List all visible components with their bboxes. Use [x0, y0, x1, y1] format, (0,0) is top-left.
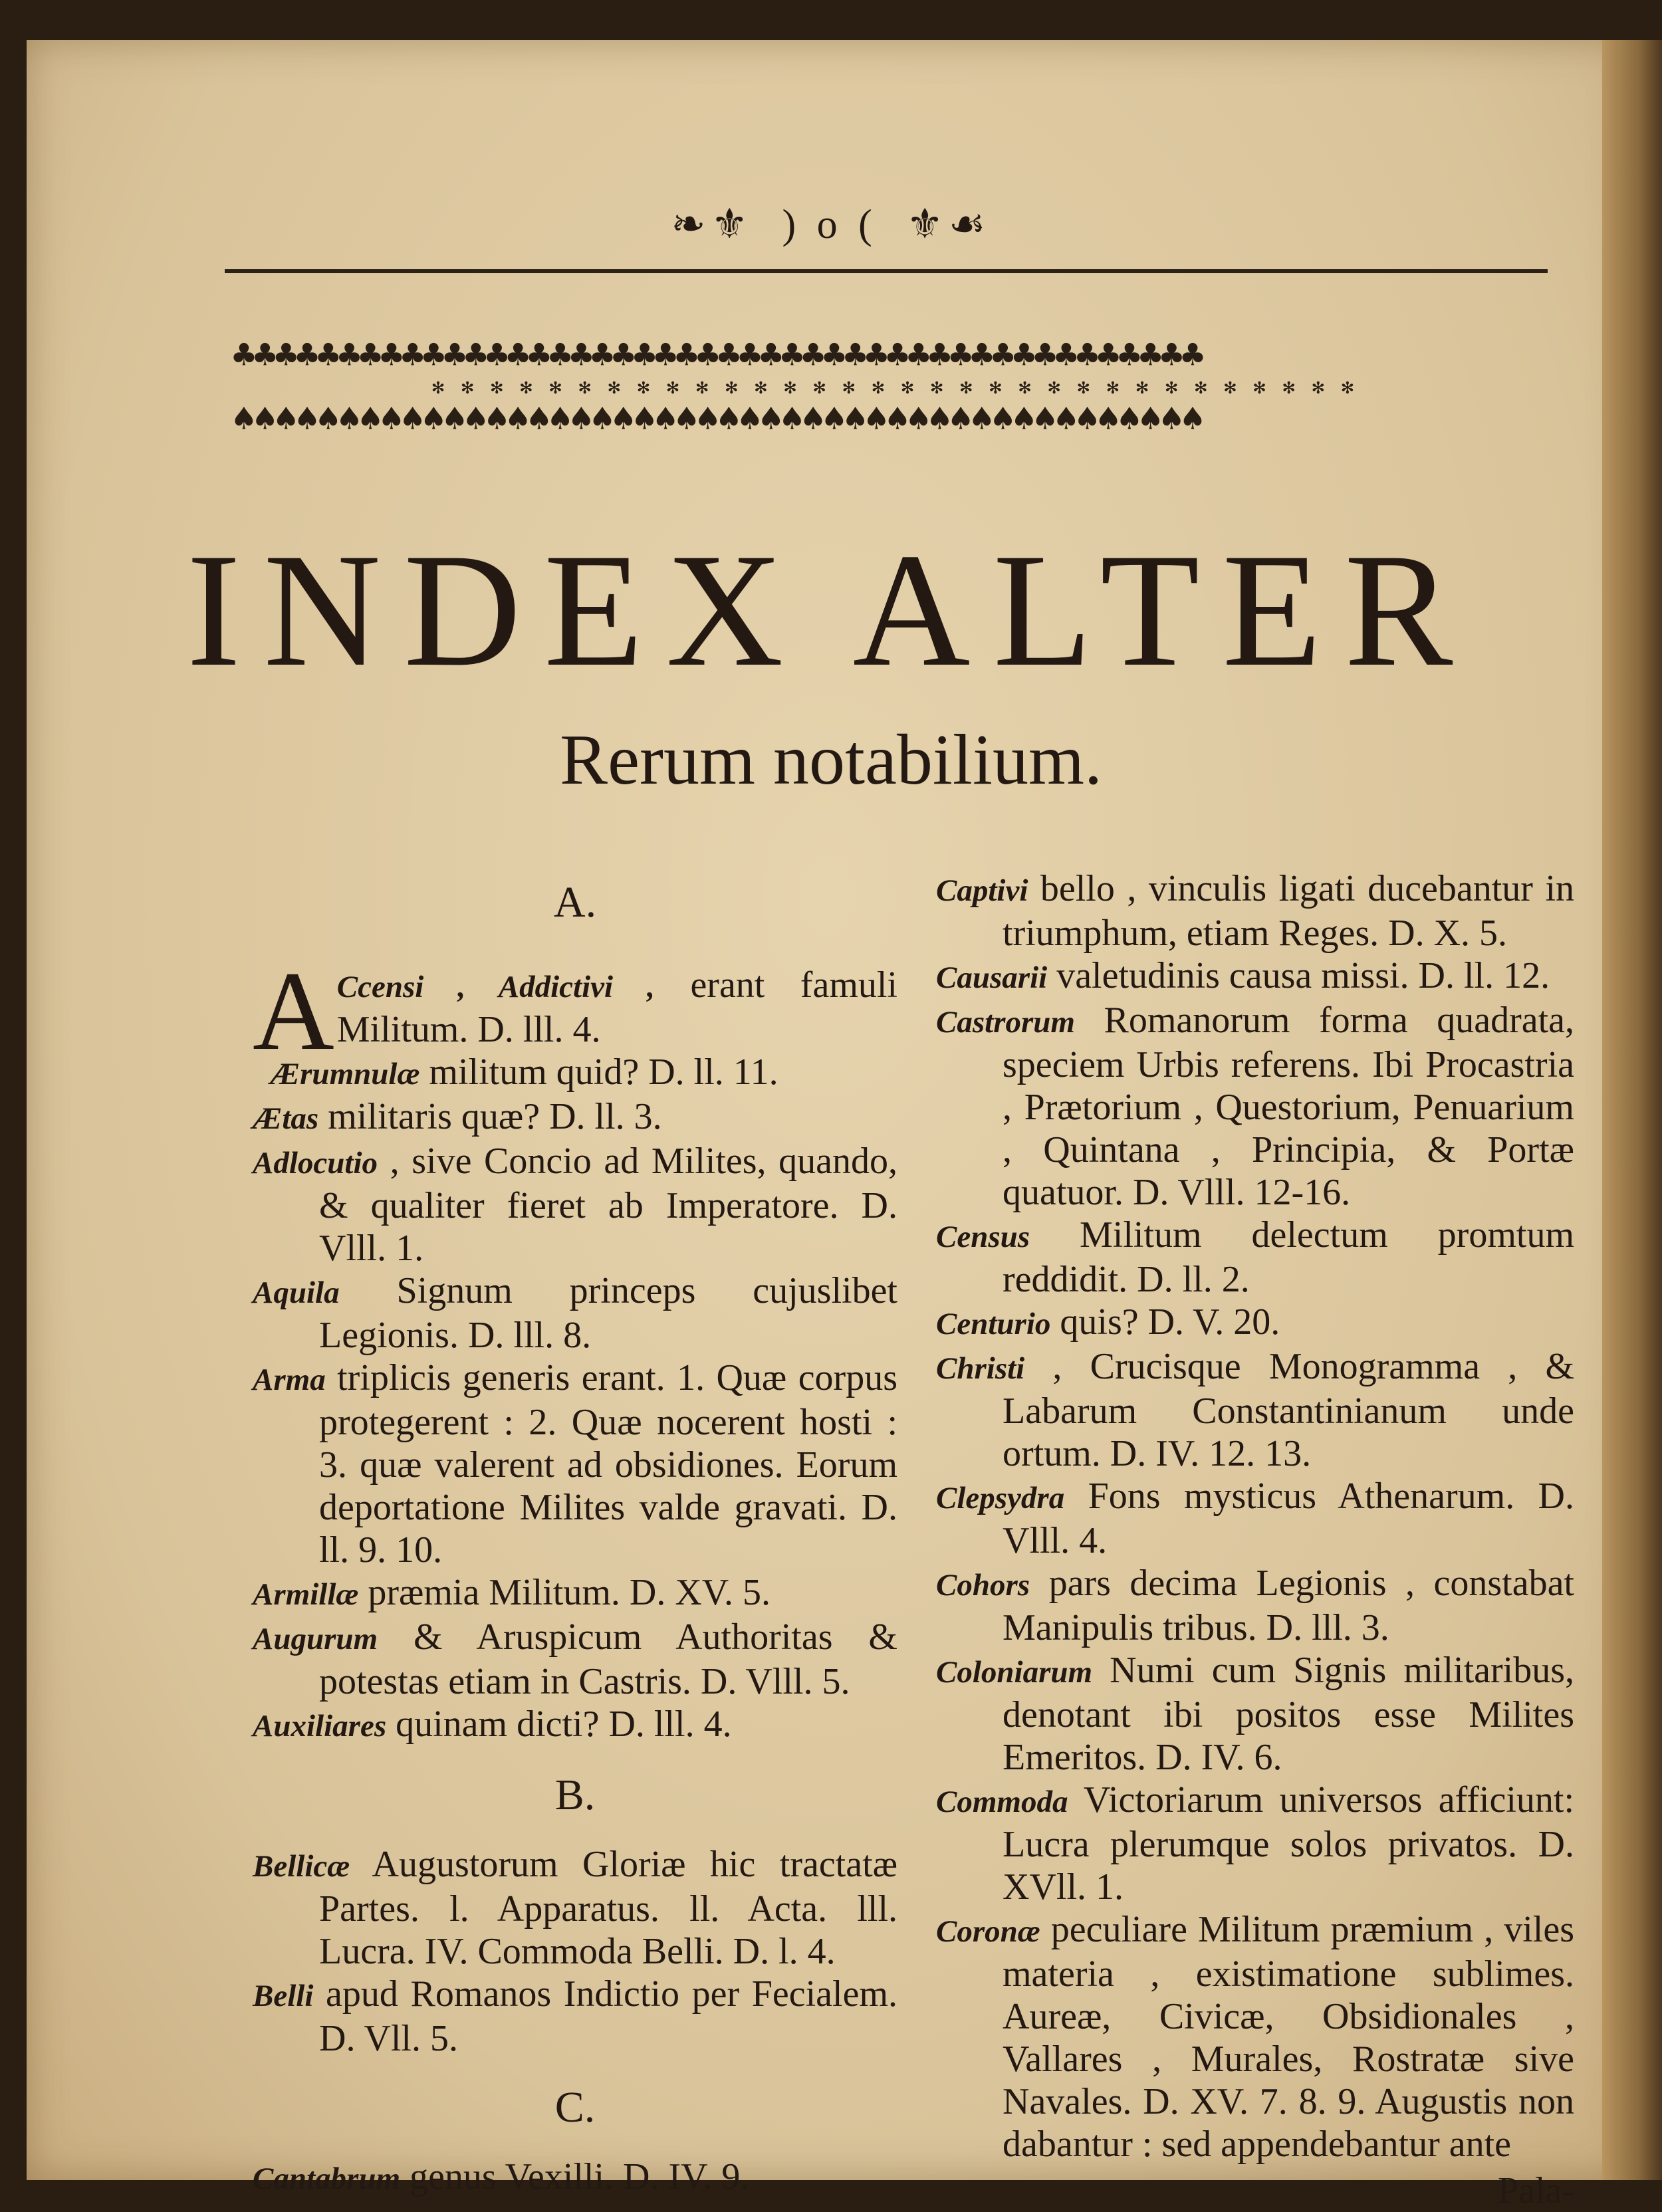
entry-keyword: Adlocutio — [253, 1146, 378, 1180]
index-entry — [253, 2156, 897, 2200]
section-b-entries — [253, 1843, 897, 2060]
section-letter-c: C. — [554, 2083, 596, 2132]
index-entry — [936, 1562, 1574, 1649]
entry-keyword: Aquila — [253, 1275, 340, 1310]
entry-text: Numi cum Signis militaribus, denotant ibi positos esse Milites Emeritos. D. IV. 6. — [1003, 1650, 1574, 1778]
index-entry — [936, 999, 1574, 1214]
header-ornament — [0, 199, 1662, 249]
entry-text: militaris quæ? D. ll. 3. — [318, 1096, 662, 1137]
entry-keyword: Ccensi , Addictivi , — [336, 970, 655, 1004]
band-mid: ✻ ✻ ✻ ✻ ✻ ✻ ✻ ✻ ✻ ✻ ✻ ✻ ✻ ✻ ✻ ✻ ✻ ✻ ✻ ✻ ✻ ✻ ✻ ✻ ✻ ✻ ✻ ✻ ✻ ✻ ✻ ✻ — [432, 376, 1356, 399]
entry-keyword: Ætas — [253, 1101, 319, 1136]
entry-keyword: Coloniarum — [936, 1655, 1093, 1690]
index-entry — [936, 1779, 1574, 1908]
entry-text: bello , vinculis ligati ducebantur in triumphum, etiam Reges. D. X. 5. — [1003, 868, 1574, 954]
entry-keyword: Auxiliares — [253, 1709, 387, 1743]
index-entry — [936, 1214, 1574, 1301]
entry-text: Militum delectum promtum reddidit. D. ll. 2. — [1003, 1214, 1574, 1300]
index-entry — [253, 1095, 897, 1140]
entry-text: , sive Concio ad Milites, quando, & qualiter fieret ab Imperatore. D. Vlll. 1. — [319, 1141, 897, 1269]
catchword: Pala- — [1497, 2170, 1574, 2211]
entry-text: militum quid? D. ll. 11. — [419, 1051, 778, 1093]
index-entry — [936, 867, 1574, 954]
entry-text: Signum princeps cujuslibet Legionis. D. lll. 8. — [319, 1270, 897, 1356]
entry-text: Victoriarum universos afficiunt: Lucra plerumque solos privatos. D. XVll. 1. — [1003, 1779, 1574, 1908]
entry-text: & Aruspicum Authoritas & potestas etiam in Castris. D. Vlll. 5. — [319, 1616, 897, 1702]
entry-text: peculiare Militum præmium , viles materia , existimatione sublimes. Aureæ, Civicæ, Obsidionales , Vallares , Murales, Rostratæ sive Navales. D. XV. 7. 8. 9. Augustis non dabantur : sed appendebantur ante — [1003, 1909, 1574, 2165]
index-entry — [253, 1616, 897, 1703]
entry-text: præmia Militum. D. XV. 5. — [358, 1572, 771, 1613]
entry-text: erant famuli Militum. D. lll. 4. — [336, 964, 897, 1050]
entry-keyword: Augurum — [253, 1622, 378, 1656]
entry-keyword: Commoda — [936, 1785, 1068, 1819]
page-edge — [1602, 40, 1662, 2180]
index-entry — [253, 1571, 897, 1616]
index-entry — [936, 1649, 1574, 1779]
index-entry — [253, 1270, 897, 1357]
section-c-entries — [253, 2156, 897, 2200]
entry-keyword: Coronæ — [936, 1914, 1040, 1949]
entry-text: Augustorum Gloriæ hic tractatæ Partes. l. Apparatus. ll. Acta. lll. Lucra. IV. Commoda Belli. D. l. 4. — [319, 1844, 897, 1972]
index-entry — [253, 1843, 897, 1973]
title-word-2: ALTER — [852, 520, 1476, 700]
index-entry — [936, 1301, 1574, 1345]
ornament-left: ❧⚜ — [671, 202, 754, 247]
ornament-right: ⚜☙ — [906, 202, 991, 247]
index-entry — [936, 954, 1574, 999]
index-entry — [253, 1140, 897, 1270]
header-rule — [225, 269, 1548, 273]
entry-keyword: Armillæ — [253, 1577, 359, 1612]
entry-text: quinam dicti? D. lll. 4. — [386, 1704, 732, 1745]
entry-keyword: Ærumnulæ — [270, 1057, 420, 1091]
page-subtitle: Rerum notabilium. — [560, 720, 1102, 800]
band-top: ♣♣♣♣♣♣♣♣♣♣♣♣♣♣♣♣♣♣♣♣♣♣♣♣♣♣♣♣♣♣♣♣♣♣♣♣♣♣♣♣♣♣♣♣♣♣ — [233, 336, 1203, 377]
entry-keyword: Arma — [253, 1363, 326, 1397]
index-entry — [253, 1973, 897, 2060]
entry-keyword: Causarii — [936, 960, 1048, 995]
entry-keyword: Christi — [936, 1351, 1025, 1386]
entry-keyword: Cohors — [936, 1568, 1030, 1603]
index-entry — [936, 1345, 1574, 1475]
entry-text: Fons mysticus Athenarum. D. Vlll. 4. — [1003, 1476, 1574, 1561]
entry-text: Romanorum forma quadrata, speciem Urbis referens. Ibi Procastria , Prætorium , Questorium, Penuarium , Quintana , Principia, & Portæ quatuor. D. Vlll. 12-16. — [1003, 1000, 1574, 1213]
band-bottom: ♠♠♠♠♠♠♠♠♠♠♠♠♠♠♠♠♠♠♠♠♠♠♠♠♠♠♠♠♠♠♠♠♠♠♠♠♠♠♠♠♠♠♠♠♠♠ — [233, 397, 1203, 441]
entry-keyword: Centurio — [936, 1307, 1051, 1341]
entry-keyword: Captivi — [936, 873, 1028, 908]
entry-keyword: Castrorum — [936, 1005, 1075, 1040]
title-word-1: INDEX — [186, 520, 806, 700]
entry-keyword: Clepsydra — [936, 1481, 1065, 1515]
drop-cap: A — [253, 948, 334, 1073]
entry-text: , Crucisque Monogramma , & Labarum Constantinianum unde ortum. D. IV. 12. 13. — [1003, 1346, 1574, 1474]
decorative-band — [233, 336, 1556, 462]
index-entry — [253, 1703, 897, 1747]
entry-text: triplicis generis erant. 1. Quæ corpus protegerent : 2. Quæ nocerent hosti : 3. quæ valerent ad obsidiones. Eorum deportatione Milites valde gravati. D. ll. 9. 10. — [319, 1357, 897, 1571]
index-entry — [253, 1051, 897, 1095]
entry-text: genus Vexilli. D. IV. 9. — [400, 2156, 750, 2197]
entry-text: quis? D. V. 20. — [1050, 1301, 1280, 1343]
index-entry — [936, 1475, 1574, 1562]
entry-keyword: Cantabrum — [253, 2161, 401, 2196]
index-entry — [253, 1357, 897, 1571]
entry-text: apud Romanos Indictio per Fecialem. D. Vll. 5. — [313, 1973, 897, 2059]
page-title — [0, 520, 1662, 700]
section-a-entries — [253, 948, 897, 1747]
entry-keyword: Bellicæ — [253, 1849, 350, 1884]
entry-keyword: Census — [936, 1220, 1030, 1254]
left-column — [253, 877, 897, 2200]
entry-text: valetudinis causa missi. D. ll. 12. — [1047, 955, 1550, 996]
right-column — [936, 867, 1574, 2212]
section-c-continued-entries — [936, 867, 1574, 2165]
entry-text: pars decima Legionis , constabat Manipulis tribus. D. lll. 3. — [1003, 1563, 1574, 1648]
ornament-center: ) o ( — [782, 202, 878, 247]
index-entry — [936, 1908, 1574, 2165]
section-letter-b: B. — [554, 1771, 596, 1819]
entry-keyword: Belli — [253, 1979, 314, 2013]
section-letter-a: A. — [553, 878, 597, 927]
